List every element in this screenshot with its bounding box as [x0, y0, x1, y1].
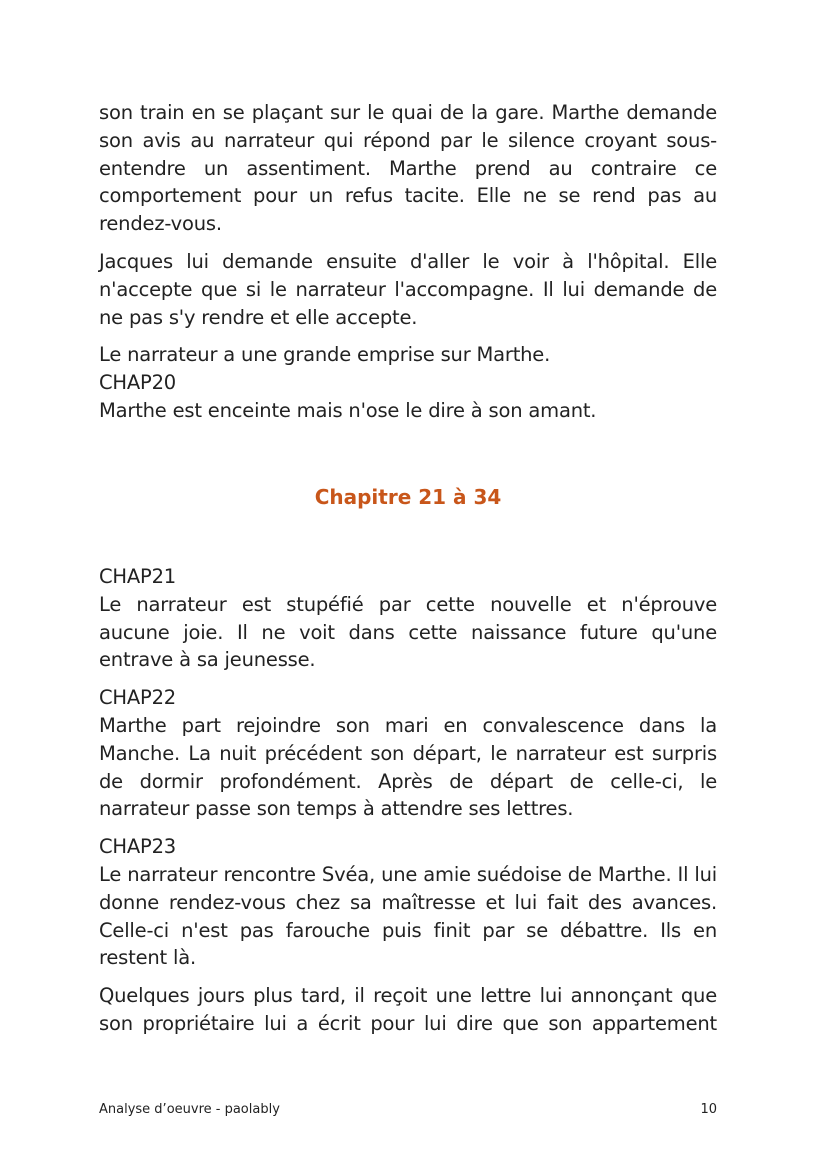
chap21-text: Le narrateur est stupéfié par cette nouvelle et n'éprouve aucune joie. Il ne voit dans cette naissance future qu'une entrave à sa jeunesse. — [99, 592, 717, 672]
line-emprise: Le narrateur a une grande emprise sur Marthe. — [99, 343, 551, 367]
chap23-text: Le narrateur rencontre Svéa, une amie suédoise de Marthe. Il lui donne rendez-vous chez sa maîtresse et lui fait des avances. Celle-ci n'est pas farouche puis finit par se débattre. Ils en restent là. — [99, 862, 717, 970]
paragraph-jacques: Jacques lui demande ensuite d'aller le voir à l'hôpital. Elle n'accepte que si le narrateur l'accompagne. Il lui demande de ne pas s'y rendre et elle accepte. — [99, 249, 717, 329]
last-paragraph: Quelques jours plus tard, il reçoit une lettre lui annonçant que son propriétaire lui a écrit pour lui dire que son appartement — [99, 984, 717, 1035]
chap22-text: Marthe part rejoindre son mari en convalescence dans la Manche. La nuit précédent son départ, le narrateur est surpris de dormir profondément. Après de départ de celle-ci, le narrateur passe son temps à attendre ses lettres. — [99, 713, 717, 821]
chap20-block — [99, 341, 717, 424]
page-number: 10 — [700, 1102, 717, 1117]
page-content — [99, 99, 717, 1035]
paragraph-train: son train en se plaçant sur le quai de la gare. Marthe demande son avis au narrateur qui répond par le silence croyant sous-entendre un assentiment. Marthe prend au contraire ce comportement pour un refus tacite. Elle ne se rend pas au rendez-vous. — [99, 101, 717, 236]
footer-title: Analyse d’oeuvre - paolably — [99, 1102, 280, 1117]
section-heading: Chapitre 21 à 34 — [314, 485, 502, 509]
chap20-text: Marthe est enceinte mais n'ose le dire à son amant. — [99, 398, 597, 422]
chap23-label: CHAP23 — [99, 835, 176, 859]
chapters-block — [99, 563, 717, 1048]
page-footer — [99, 1101, 717, 1119]
chap21-label: CHAP21 — [99, 565, 176, 588]
chap20-label: CHAP20 — [99, 371, 176, 395]
chap22-label: CHAP22 — [99, 686, 176, 710]
